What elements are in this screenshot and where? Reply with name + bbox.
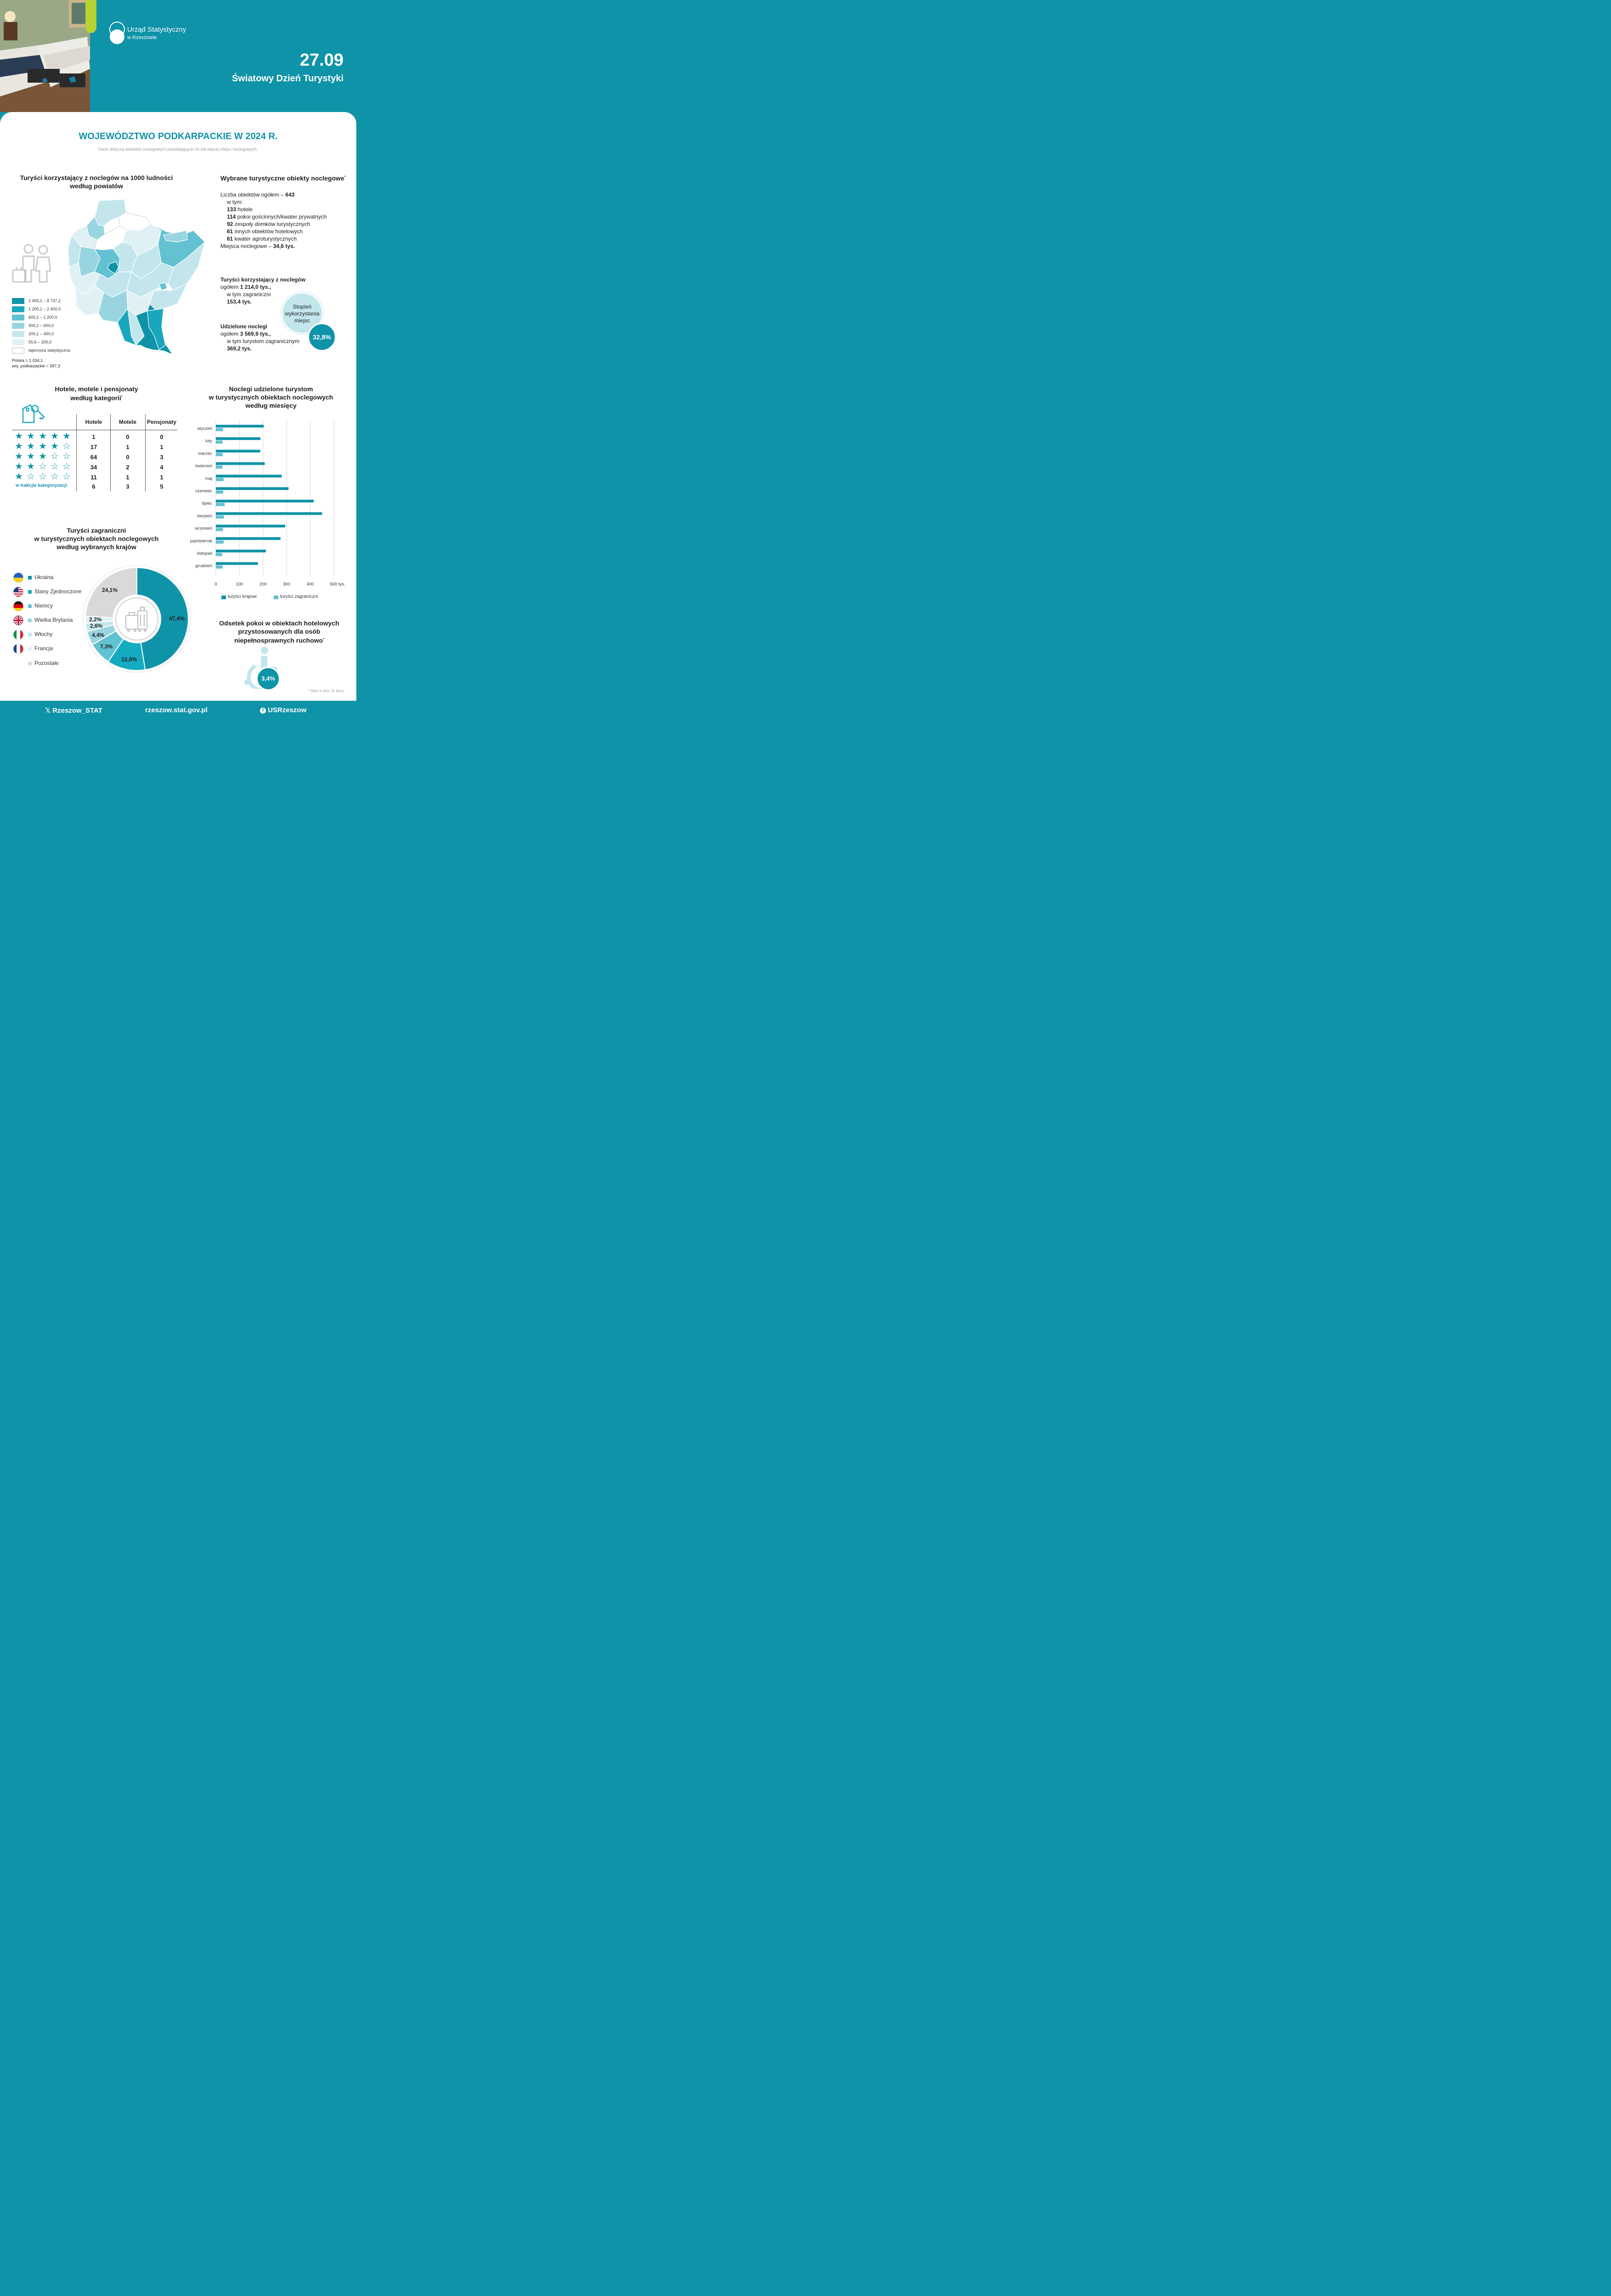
bar-domestic <box>216 450 260 452</box>
legend-item: 400,1 – 600,0 <box>12 323 90 329</box>
objects-beds: Miejsca noclegowe – 34,6 tys. <box>220 243 295 249</box>
pct-uk: 4,4% <box>92 632 105 638</box>
x-tick-label: 300 <box>283 582 291 587</box>
luggage-icon <box>122 604 152 634</box>
table-divider <box>145 414 146 491</box>
bar-domestic <box>216 562 258 565</box>
country-swatch <box>28 633 32 636</box>
month-label: kwiecień <box>195 463 212 469</box>
x-tick-label: 100 <box>236 582 243 587</box>
x-tick-label: 400 <box>306 582 314 587</box>
tourists-title: Turyści korzystający z noclegów <box>220 276 306 283</box>
map-title <box>9 174 184 190</box>
categories-title: Hotele, motele i pensjonaty według kategorii* <box>55 385 138 402</box>
country-swatch <box>28 647 32 651</box>
star-filled-icon: ★ <box>27 451 35 461</box>
page-subtitle: Dane dotyczą obiektów noclegowych posiadających 10 lub więcej miejsc noclegowych. <box>98 147 258 152</box>
footnote: * Stan w dniu 31 lipca. <box>308 689 344 693</box>
monthly-bar-chart <box>184 418 349 588</box>
col-header-hotels: Hotele <box>85 419 102 425</box>
legend-item: 1 200,1 – 2 400,0 <box>12 306 90 313</box>
x-tick-label: 500 tys. <box>330 582 345 587</box>
star-filled-icon: ★ <box>27 431 35 441</box>
bar-foreign <box>216 440 222 444</box>
monthly-title: Noclegi udzielone turystom w turystycznych obiektach noclegowych według miesięcy <box>208 385 333 409</box>
objects-item: 114 pokoi gościnnych/kwater prywatnych <box>227 214 327 220</box>
bar-domestic <box>216 500 314 502</box>
legend-swatch-foreign <box>274 596 278 599</box>
col-header-guesthouses: Pensjonaty <box>146 419 177 425</box>
star-outline-icon: ☆ <box>27 472 35 482</box>
star-outline-icon: ☆ <box>62 461 71 472</box>
country-swatch <box>28 590 32 594</box>
star-filled-icon: ★ <box>15 461 23 472</box>
footer <box>0 701 356 720</box>
bar-foreign <box>216 515 224 518</box>
month-label: wrzesień <box>195 526 212 531</box>
nights-title: Udzielone noclegi <box>220 323 268 330</box>
objects-total: Liczba obiektów ogółem – 643 <box>220 191 295 198</box>
month-label: maj <box>205 476 212 481</box>
objects-title: Wybrane turystyczne obiekty noclegowe* <box>220 174 346 182</box>
flag-france-icon <box>13 643 24 654</box>
objects-item: 61 kwater agroturystycznych <box>227 236 297 242</box>
foreign-title: Turyści zagraniczni w turystycznych obiektach noclegowych według wybranych krajów <box>34 527 159 551</box>
bar-domestic <box>216 550 266 552</box>
country-label: Wielka Brytania <box>34 617 73 623</box>
country-swatch <box>28 604 32 608</box>
bar-foreign <box>216 466 222 469</box>
star-outline-icon: ☆ <box>51 461 59 472</box>
table-divider <box>76 414 77 491</box>
bar-foreign <box>216 490 223 494</box>
bar-foreign <box>216 528 223 531</box>
legend-item: 2 400,1 – 8 737,2 <box>12 298 90 304</box>
pct-italy: 2,6% <box>90 623 103 629</box>
star-outline-icon: ☆ <box>51 472 59 482</box>
map-county <box>159 283 167 290</box>
star-filled-icon: ★ <box>39 451 47 461</box>
accessible-title: Odsetek pokoi w obiektach hotelowych przystosowanych dla osób niepełnosprawnych ruchowo* <box>219 619 339 644</box>
nights-foreign-value: 369,2 tys. <box>227 345 252 352</box>
x-tick-label: 200 <box>259 582 267 587</box>
pct-usa: 12,0% <box>121 656 137 663</box>
star-filled-icon: ★ <box>39 431 47 441</box>
event-date: 27.09 <box>299 51 344 70</box>
objects-item: 92 zespoły domków turystycznych <box>227 221 310 227</box>
star-filled-icon: ★ <box>39 441 47 451</box>
facebook-link[interactable]: f USRzeszow <box>260 706 306 714</box>
bar-foreign <box>216 453 223 456</box>
country-swatch <box>28 576 32 580</box>
star-filled-icon: ★ <box>51 431 59 441</box>
month-label: styczeń <box>197 426 212 431</box>
flag-germany-icon <box>13 601 24 612</box>
month-label: październik <box>190 538 212 544</box>
month-label: listopad <box>197 551 212 556</box>
table-divider <box>110 414 111 491</box>
logo-icon <box>109 21 125 46</box>
bar-domestic <box>216 425 264 428</box>
bar-domestic <box>216 462 265 465</box>
flag-ukraine-icon <box>13 572 24 583</box>
occupancy-bubble: Stopień wykorzystania miejsc <box>281 292 323 334</box>
bar-domestic <box>216 512 322 515</box>
pct-other: 24,1% <box>102 587 118 593</box>
country-swatch <box>28 662 32 665</box>
website-link[interactable]: rzeszow.stat.gov.pl <box>145 706 208 714</box>
hotel-room-photo <box>0 0 90 112</box>
logo-city: w Rzeszowie <box>127 35 157 40</box>
star-outline-icon: ☆ <box>51 451 59 461</box>
bar-domestic <box>216 437 260 440</box>
flag-usa-icon <box>13 586 24 597</box>
tourists-total: ogółem 1 214,0 tys., <box>220 284 271 290</box>
star-filled-icon: ★ <box>51 441 59 451</box>
tourists-foreign-label: w tym zagraniczni <box>227 291 271 298</box>
month-label: czerwiec <box>195 489 212 494</box>
legend-note-poland: Polska = 1 034,1 <box>12 358 43 363</box>
star-outline-icon: ☆ <box>62 472 71 482</box>
facebook-icon: f <box>260 708 266 714</box>
country-label: Ukraina <box>34 574 54 580</box>
bar-foreign <box>216 553 222 556</box>
bar-foreign <box>216 478 224 481</box>
legend-item: 600,1 – 1 200,0 <box>12 315 90 321</box>
occupancy-value: 32,8% <box>308 323 336 351</box>
objects-item: 133 hotele <box>227 206 253 213</box>
accent-tab <box>85 0 96 33</box>
star-filled-icon: ★ <box>15 451 23 461</box>
nights-foreign-label: w tym turystom zagranicznym <box>227 338 300 344</box>
objects-incl: w tym: <box>227 199 243 205</box>
pct-ukraine: 47,4% <box>169 615 185 622</box>
legend-item: 200,1 – 400,0 <box>12 331 90 338</box>
month-label: marzec <box>197 451 212 456</box>
bar-foreign <box>216 565 223 568</box>
star-filled-icon: ★ <box>27 441 35 451</box>
pct-germany: 7,3% <box>100 643 113 650</box>
key-tag-icon <box>20 402 46 425</box>
uncategorized-label: w trakcjie kategoryzacji <box>16 483 67 488</box>
x-logo-icon: 𝕏 <box>45 707 53 715</box>
bar-domestic <box>216 475 282 478</box>
x-tick-label: 0 <box>214 582 217 587</box>
nights-total: ogółem 3 569,9 tys., <box>220 331 271 337</box>
bar-domestic <box>216 537 281 540</box>
month-label: grudzień <box>195 563 212 569</box>
event-name: Światowy Dzień Turystyki <box>231 73 344 84</box>
star-filled-icon: ★ <box>62 431 71 441</box>
bar-domestic <box>216 487 288 490</box>
tourists-icon <box>10 243 51 285</box>
legend-foreign: turyści zagraniczni <box>280 594 318 599</box>
bar-foreign <box>216 540 224 544</box>
country-label: Włochy <box>34 631 53 637</box>
bar-foreign <box>216 503 225 506</box>
logo-name: Urząd Statystyczny <box>127 26 186 34</box>
star-filled-icon: ★ <box>15 431 23 441</box>
page-title: WOJEWÓDZTWO PODKARPACKIE W 2024 R. <box>79 131 278 141</box>
twitter-link[interactable]: 𝕏 Rzeszow_STAT <box>45 707 102 715</box>
star-outline-icon: ☆ <box>62 441 71 451</box>
star-outline-icon: ☆ <box>39 472 47 482</box>
legend-note-region: woj. podkarpackie = 587,3 <box>12 364 60 368</box>
accessible-value: 3,4% <box>256 667 280 691</box>
legend-swatch-domestic <box>221 596 226 599</box>
legend-item: tajemnica statystyczna <box>12 348 90 354</box>
legend-item: 55,6 – 200,0 <box>12 339 90 346</box>
star-filled-icon: ★ <box>15 472 23 482</box>
bar-domestic <box>216 525 285 528</box>
col-header-motels: Motele <box>118 419 136 425</box>
bar-foreign <box>216 428 223 431</box>
flag-uk-icon <box>13 615 24 626</box>
tourists-foreign-value: 153,4 tys. <box>227 298 252 305</box>
star-filled-icon: ★ <box>27 461 35 472</box>
country-label: Stany Zjednoczone <box>34 588 82 595</box>
star-outline-icon: ☆ <box>62 451 71 461</box>
legend-domestic: turyści krajowi <box>228 594 257 599</box>
country-label: Niemcy <box>34 602 53 609</box>
country-label: Francja <box>34 645 53 652</box>
month-label: luty <box>205 439 212 444</box>
logo[interactable] <box>109 21 219 47</box>
map-title-line2: według powiatów <box>70 182 123 190</box>
month-label: lipiec <box>202 501 212 506</box>
star-outline-icon: ☆ <box>39 461 47 472</box>
star-filled-icon: ★ <box>15 441 23 451</box>
map-title-line1: Turyści korzystający z noclegów na 1000 ludności <box>20 174 173 181</box>
country-swatch <box>28 619 32 622</box>
pct-france: 2,2% <box>89 616 102 623</box>
country-label: Pozostałe <box>34 660 59 666</box>
month-label: sierpień <box>197 513 212 519</box>
objects-item: 61 innych obiektów hotelowych <box>227 228 303 235</box>
flag-italy-icon <box>13 629 24 640</box>
